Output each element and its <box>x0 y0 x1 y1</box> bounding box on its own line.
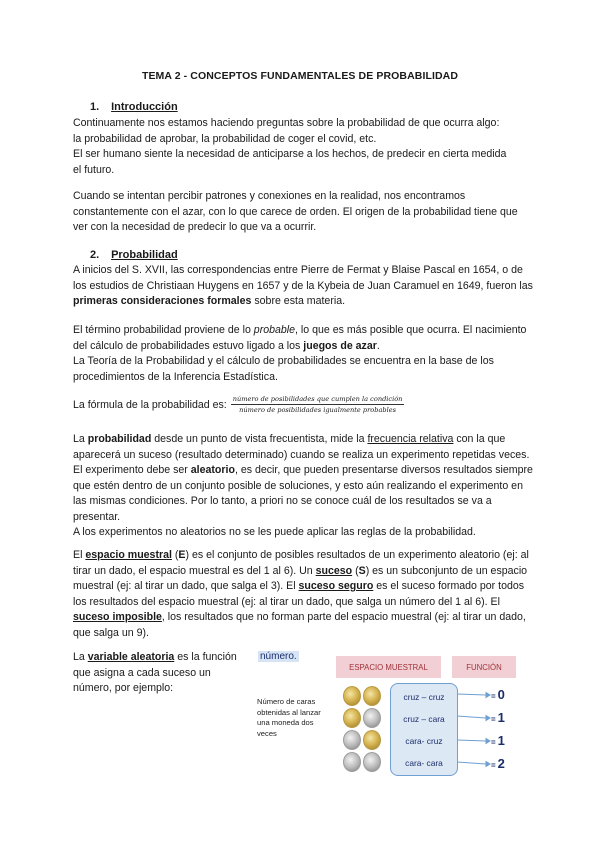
function-result: = 2 <box>491 756 505 771</box>
outcome-item: cara- cruz <box>405 736 443 746</box>
section-2-heading <box>90 249 178 261</box>
function-result: = 1 <box>491 710 505 725</box>
probability-formula <box>231 395 405 414</box>
arrow-line <box>457 694 486 695</box>
outcomes-box <box>390 683 458 776</box>
coin-icon <box>343 708 361 728</box>
coin-icon <box>363 708 381 728</box>
arrow-head <box>486 762 490 767</box>
section-1-title: Introducción <box>111 101 178 113</box>
arrow-head <box>486 693 490 698</box>
frequentist-paragraph: La probabilidad desde un punto de vista frecuentista, mide la frecuencia relativa con la que aparecerá un suceso (resultado determinado) cuando se realiza un experimento repetidas veces. El experimento debe ser aleatorio, es decir, que pueden presentarse diversos resultados siempre que estén dentro de un conjunto posible de soluciones, y esto aún realizando el experimento en las mismas condiciones. Por lo tanto, a priori no se conoce cuál de los resultados se va a presentar. A los experimentos no aleatorios no se les puede aplicar las reglas de la probabilidad. <box>73 433 533 538</box>
intro-paragraph-1: Continuamente nos estamos haciendo preguntas sobre la probabilidad de que ocurra algo: la probabilidad de aprobar, la probabilidad de coger el covid, etc. El ser humano siente la necesidad de anticiparse a los hechos, de predecir en cierta medida el futuro. <box>73 117 507 176</box>
outcome-item: cara- cara <box>405 758 443 768</box>
formula-label: La fórmula de la probabilidad es: <box>73 398 227 411</box>
arrow-line <box>457 762 486 764</box>
figure-label: Número de caras obtenidas al lanzar una moneda dos veces <box>257 697 321 738</box>
arrow-head <box>486 716 490 721</box>
arrow-head <box>486 739 490 744</box>
history-paragraph: A inicios del S. XVII, las correspondencias entre Pierre de Fermat y Blaise Pascal en 1654, o de los estudios de Christiaan Huygens en 1657 y de la Kybeia de Juan Caramuel en 1649, fueron las primeras consideraciones formales sobre esta materia. <box>73 264 533 307</box>
arrow-line <box>457 716 486 718</box>
section-1-heading <box>90 101 178 113</box>
function-result: = 1 <box>491 733 505 748</box>
numero-highlight: número. <box>260 651 297 662</box>
section-2-title: Probabilidad <box>111 249 178 261</box>
formula-denominator: número de posibilidades igualmente probables <box>239 406 396 414</box>
sample-space-header: ESPACIO MUESTRAL <box>336 656 441 678</box>
function-result: = 0 <box>491 687 505 702</box>
coin-icon <box>363 752 381 772</box>
random-variable-paragraph: La variable aleatoria es la función que asigna a cada suceso un número, por ejemplo: <box>73 651 237 694</box>
sample-space-paragraph: El espacio muestral (E) es el conjunto de posibles resultados de un experimento aleatorio (ej: al tirar un dado, el espacio muestral es del 1 al 6). Un suceso (S) es un subconjunto de un espacio muestral (ej: al tirar un dado, que salga el 3). El suceso seguro es el suceso formado por todos los resultados del espacio muestral (ej: al tirar un dado, que salga un número del 1 al 6). El suceso imposible, los resultados que no forman parte del espacio muestral (ej: al tirar un dado, que salga un 9). <box>73 549 529 639</box>
section-2-number: 2. <box>90 249 100 261</box>
outcome-item: cruz – cara <box>403 714 445 724</box>
coin-icon <box>343 686 361 706</box>
term-paragraph: El término probabilidad proviene de lo probable, lo que es más posible que ocurra. El nacimiento del cálculo de probabilidades estuvo ligado a los juegos de azar. La Teoría de la Probabilidad y el cálculo de probabilidades se encuentra en la base de los procedimientos de la Inferencia Estadística. <box>73 324 527 383</box>
coin-icon <box>343 752 361 772</box>
outcome-item: cruz – cruz <box>403 692 445 702</box>
function-header: FUNCIÓN <box>452 656 516 678</box>
formula-line <box>73 395 404 414</box>
section-1-number: 1. <box>90 101 100 113</box>
intro-paragraph-2: Cuando se intentan percibir patrones y conexiones en la realidad, nos encontramos constantemente con el azar, con lo que carece de orden. El origen de la probabilidad tiene que ver con la necesidad de predecir lo que va a ocurrir. <box>73 190 518 233</box>
coin-icon <box>363 686 381 706</box>
formula-numerator: número de posibilidades que cumplen la condición <box>232 395 403 403</box>
coin-icon <box>363 730 381 750</box>
arrow-line <box>457 740 486 741</box>
coins-column <box>339 683 385 774</box>
page-title: TEMA 2 - CONCEPTOS FUNDAMENTALES DE PROBABILIDAD <box>141 70 459 82</box>
coin-icon <box>343 730 361 750</box>
